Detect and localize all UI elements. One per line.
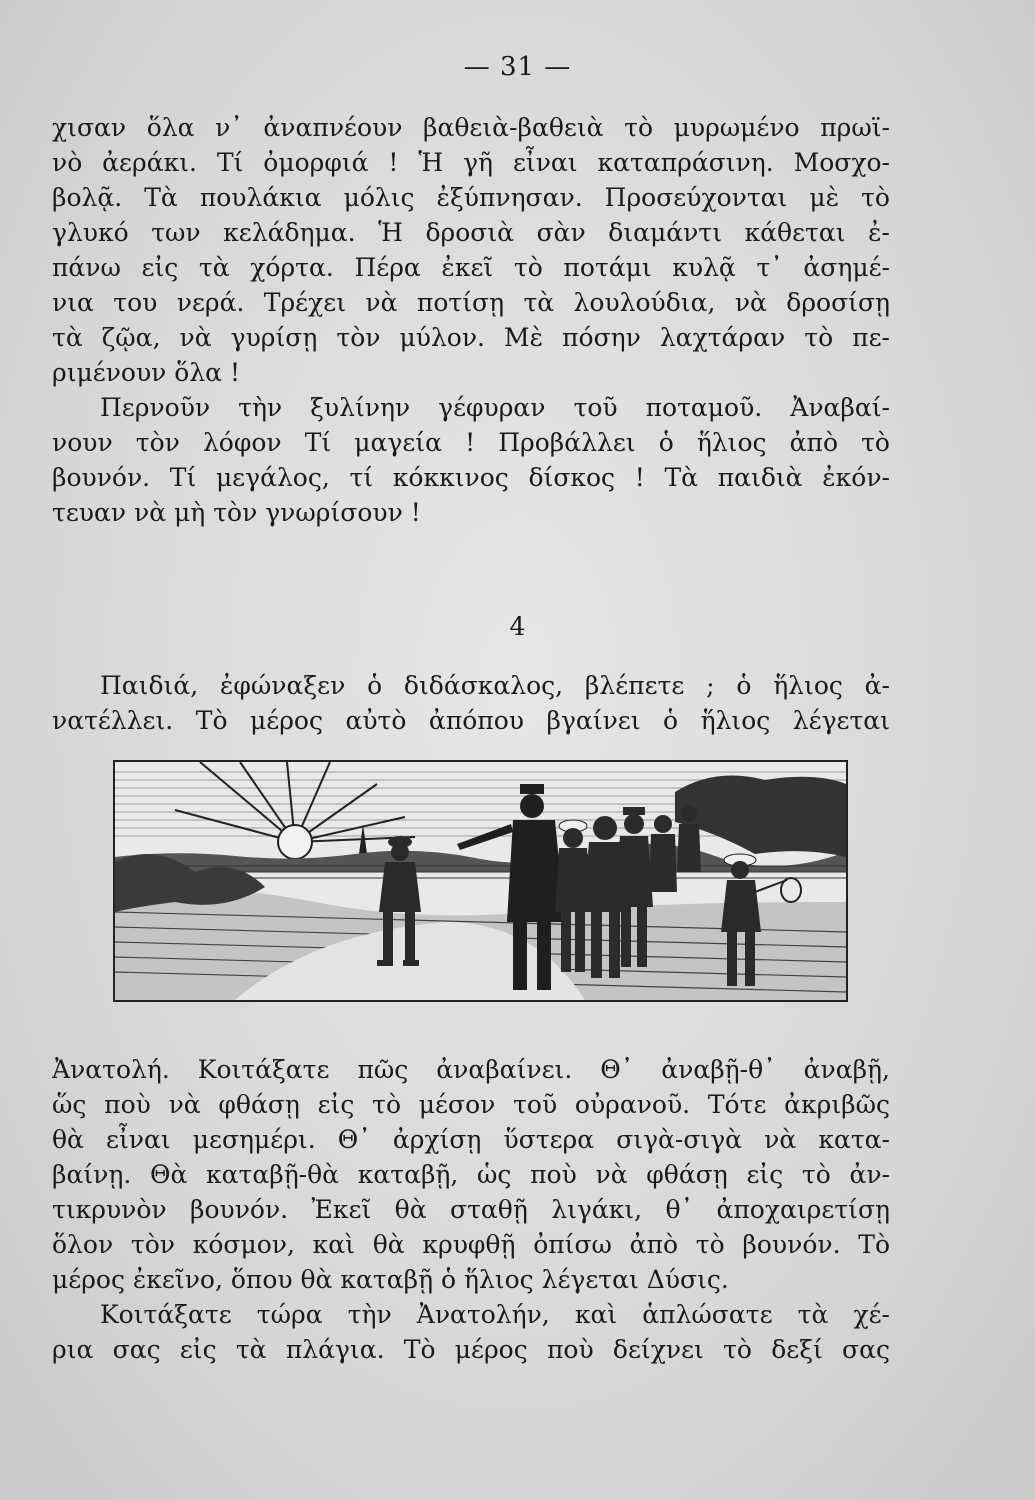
section-number: 4: [509, 612, 526, 641]
text-line: Περνοῦν τὴν ξυλίνην γέφυραν τοῦ ποταμοῦ. Ἀναβαί-: [100, 393, 890, 422]
text-line: τευαν νὰ μὴ τὸν γνωρίσουν !: [52, 498, 421, 527]
text-line: πάνω εἰς τὰ χόρτα. Πέρα ἐκεῖ τὸ ποτάμι κυλᾷ τ᾽ ἀσημέ-: [52, 253, 890, 282]
text-line: νὸ ἀεράκι. Τί ὀμορφιά ! Ἡ γῆ εἶναι καταπράσινη. Μοσχο-: [52, 148, 890, 177]
text-line: νουν τὸν λόφον Τί μαγεία ! Προβάλλει ὁ ἥλιος ἀπὸ τὸ: [52, 428, 890, 457]
text-line: Κοιτάξατε τώρα τὴν Ἀνατολήν, καὶ ἁπλώσατε τὰ χέ-: [100, 1300, 890, 1329]
text-line: ριμένουν ὅλα !: [52, 358, 241, 387]
text-line: ὥς ποὺ νὰ φθάσῃ εἰς τὸ μέσον τοῦ οὐρανοῦ. Τότε ἀκριβῶς: [52, 1090, 890, 1119]
paragraph-block-bottom: [52, 1052, 890, 1367]
text-line: γλυκό των κελάδημα. Ἡ δροσιὰ σὰν διαμάντι κάθεται ἐ-: [52, 218, 890, 247]
text-line: Ἀνατολή. Κοιτάξατε πῶς ἀναβαίνει. Θ᾽ ἀναβῇ-θ᾽ ἀναβῇ,: [52, 1055, 890, 1084]
text-line: βαίνῃ. Θὰ καταβῇ-θὰ καταβῇ, ὡς ποὺ νὰ φθάσῃ εἰς τὸ ἀν-: [52, 1160, 890, 1189]
text-line: βολᾷ. Τὰ πουλάκια μόλις ἐξύπνησαν. Προσεύχονται μὲ τὸ: [52, 183, 890, 212]
text-line: βουνόν. Τί μεγάλος, τί κόκκινος δίσκος ! Τὰ παιδιὰ ἐκόν-: [52, 463, 890, 492]
page-number: — 31 —: [463, 52, 572, 82]
text-line: ρια σας εἰς τὰ πλάγια. Τὸ μέρος ποὺ δείχνει τὸ δεξί σας: [52, 1335, 890, 1364]
text-line: νατέλλει. Τὸ μέρος αὐτὸ ἀπόπου βγαίνει ὁ ἥλιος λέγεται: [52, 706, 890, 735]
text-line: μέρος ἐκεῖνο, ὅπου θὰ καταβῇ ὁ ἥλιος λέγεται Δύσις.: [52, 1265, 729, 1294]
text-line: τὰ ζῷα, νὰ γυρίσῃ τὸν μύλον. Μὲ πόσην λαχτάραν τὸ πε-: [52, 323, 890, 352]
sun-icon: [278, 825, 312, 859]
text-line: νια του νερά. Τρέχει νὰ ποτίσῃ τὰ λουλούδια, νὰ δροσίσῃ: [52, 288, 890, 317]
text-line: ὅλον τὸν κόσμον, καὶ θὰ κρυφθῇ ὀπίσω ἀπὸ τὸ βουνόν. Τὸ: [52, 1230, 890, 1259]
text-line: θὰ εἶναι μεσημέρι. Θ᾽ ἀρχίσῃ ὕστερα σιγὰ-σιγὰ νὰ κατα-: [52, 1125, 890, 1154]
text-line: Παιδιά, ἐφώναξεν ὁ διδάσκαλος, βλέπετε ; ὁ ἥλιος ἀ-: [100, 671, 890, 700]
engraving-illustration: [113, 760, 848, 1002]
paragraph-block-middle: [52, 668, 890, 738]
text-line: χισαν ὅλα ν᾽ ἀναπνέουν βαθειὰ-βαθειὰ τὸ μυρωμένο πρωϊ-: [52, 113, 890, 142]
text-line: τικρυνὸν βουνόν. Ἐκεῖ θὰ σταθῇ λιγάκι, θ᾽ ἀποχαιρετίσῃ: [52, 1195, 890, 1224]
paragraph-block-top: [52, 110, 890, 530]
